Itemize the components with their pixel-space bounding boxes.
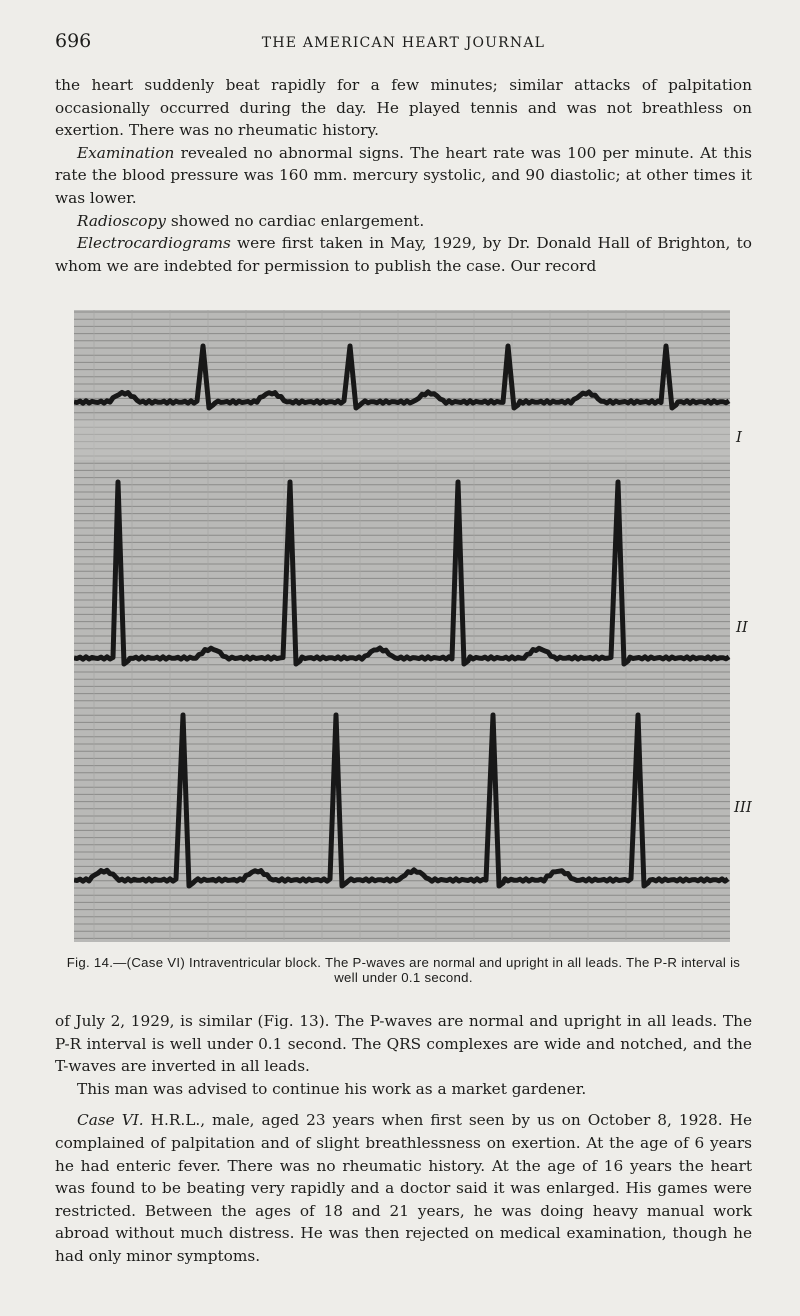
- paragraph-lead: Case VI.: [77, 1111, 144, 1130]
- ecg-band: [74, 420, 730, 460]
- paragraph: [55, 74, 752, 142]
- paragraph-text: of July 2, 1929, is similar (Fig. 13). The P-waves are normal and upright in all leads. The P-R interval is well under 0.1 second. The QRS complexes are wide and notched, and the T-waves are inverted in all leads.: [55, 1012, 752, 1076]
- paragraph-text: showed no cardiac enlargement.: [165, 211, 425, 230]
- paragraph: [55, 142, 752, 210]
- paragraph-text: were first taken in May, 1929, by Dr. Donald Hall of Brighton, to whom we are indebted for permission to publish the case. Our record: [55, 234, 752, 275]
- paragraph-text: H.R.L., male, aged 23 years when first seen by us on October 8, 1928. He complained of palpitation and of slight breathlessness on exertion. At the age of 6 years he had enteric fever. There was no rheumatic history. At the age of 16 years the heart was found to be beating very rapidly and a doctor said it was enlarged. His games were restricted. Between the ages of 18 and 21 years, he was doing heavy manual work abroad without much distress. He was then rejected on medical examination, though he had only minor symptoms.: [55, 1111, 752, 1265]
- page-header: [55, 30, 752, 56]
- paragraph-text: the heart suddenly beat rapidly for a few minutes; similar attacks of palpitation occasionally occurred during the day. He played tennis and was not breathless on exertion. There was no rheumatic history.: [55, 76, 752, 140]
- paragraph-text: revealed no abnormal signs. The heart rate was 100 per minute. At this rate the blood pressure was 160 mm. mercury systolic, and 90 diastolic; at other times it was lower.: [55, 143, 752, 207]
- paragraph: [55, 1109, 752, 1267]
- page-number: 696: [55, 30, 92, 52]
- text-block-bottom: [55, 1010, 752, 1268]
- ecg-tracing-image: [74, 310, 764, 942]
- paragraph-lead: Examination: [77, 143, 175, 162]
- ecg-figure: [74, 310, 764, 942]
- lead-label-iii: III: [734, 798, 752, 816]
- paragraph: [55, 1078, 752, 1101]
- lead-label-ii: II: [736, 618, 748, 636]
- running-head: THE AMERICAN HEART JOURNAL: [261, 35, 546, 51]
- paragraph: [55, 232, 752, 277]
- paragraph: [55, 210, 752, 233]
- paragraph: [55, 1010, 752, 1078]
- figure-caption: Fig. 14.—(Case VI) Intraventricular block. The P-waves are normal and upright in all leads. The P-R interval is well under 0.1 second.: [66, 955, 741, 985]
- lead-label-i: I: [736, 428, 742, 446]
- paragraph-lead: Radioscopy: [77, 211, 166, 230]
- paragraph-text: This man was advised to continue his work as a market gardener.: [77, 1079, 587, 1098]
- text-block-top: [55, 74, 752, 277]
- paragraph-lead: Electrocardiograms: [77, 234, 231, 253]
